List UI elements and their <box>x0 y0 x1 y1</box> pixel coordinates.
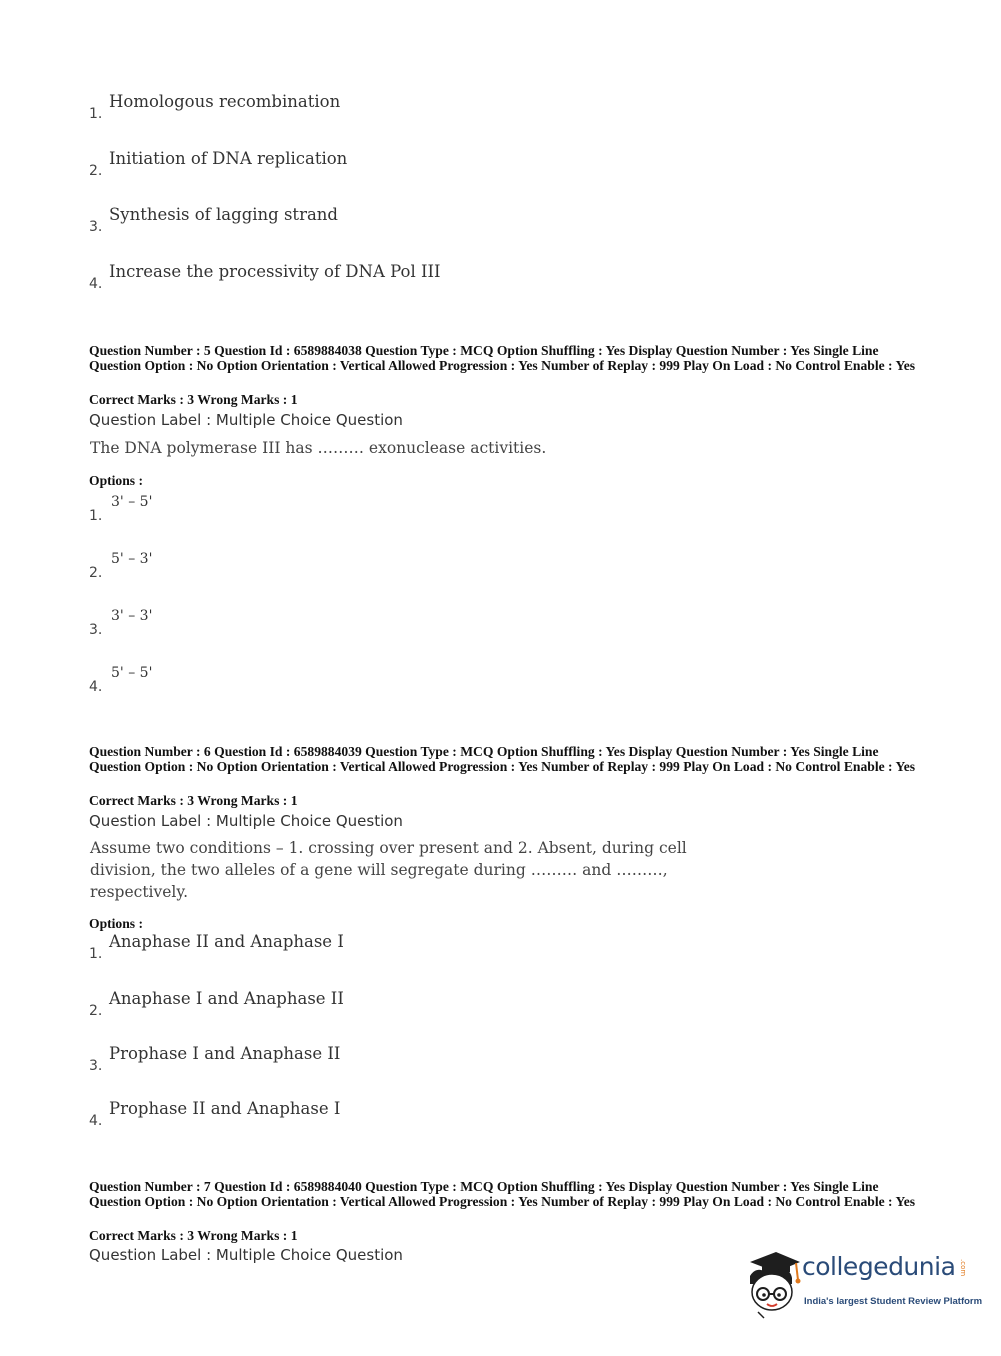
q6-options-heading: Options : <box>89 916 144 931</box>
q5-question-text: The DNA polymerase III has ……… exonuclease activities. <box>90 439 547 457</box>
option-text: Increase the processivity of DNA Pol III <box>109 262 441 281</box>
option-text: 5' – 5' <box>111 665 153 681</box>
option-number: 1. <box>89 946 103 962</box>
q5-marks: Correct Marks : 3 Wrong Marks : 1 <box>89 392 298 407</box>
option-text: Prophase I and Anaphase II <box>109 1044 341 1063</box>
q5-meta: Question Number : 5 Question Id : 6589884038 Question Type : MCQ Option Shuffling : Yes Display Question Number : Yes Single Line Question Option : No Option Orientation : Vertical Allowed Progression : Yes Number of Replay : 999 Play On Load : No Control Enable : Yes <box>89 343 916 373</box>
option-number: 3. <box>89 622 103 638</box>
option-number: 4. <box>89 1113 103 1129</box>
q6-label: Question Label : Multiple Choice Question <box>89 812 403 830</box>
option-text: Homologous recombination <box>109 92 341 111</box>
q5-label: Question Label : Multiple Choice Question <box>89 411 403 429</box>
option-number: 4. <box>89 679 103 695</box>
option-text: 5' – 3' <box>111 551 153 567</box>
q6-marks: Correct Marks : 3 Wrong Marks : 1 <box>89 793 298 808</box>
option-number: 3. <box>89 219 103 235</box>
q6-question-text: Assume two conditions – 1. crossing over present and 2. Absent, during cell division, the two alleles of a gene will segregate during ……… and ………, respectively. <box>90 839 687 901</box>
option-number: 3. <box>89 1058 103 1074</box>
option-number: 1. <box>89 106 103 122</box>
logo-tagline: India's largest Student Review Platform <box>804 1296 983 1307</box>
option-text: 3' – 5' <box>111 494 153 510</box>
option-text: 3' – 3' <box>111 608 153 624</box>
option-number: 1. <box>89 508 103 524</box>
option-text: Anaphase I and Anaphase II <box>109 989 344 1008</box>
option-text: Synthesis of lagging strand <box>109 205 338 224</box>
logo-com: .com <box>959 1259 967 1277</box>
q7-meta: Question Number : 7 Question Id : 6589884040 Question Type : MCQ Option Shuffling : Yes Display Question Number : Yes Single Line Question Option : No Option Orientation : Vertical Allowed Progression : Yes Number of Replay : 999 Play On Load : No Control Enable : Yes <box>89 1179 916 1209</box>
q7-marks: Correct Marks : 3 Wrong Marks : 1 <box>89 1228 298 1243</box>
q5-options-heading: Options : <box>89 473 144 488</box>
collegedunia-mascot-icon <box>742 1250 802 1320</box>
option-number: 2. <box>89 1003 103 1019</box>
option-number: 2. <box>89 163 103 179</box>
collegedunia-logo[interactable] <box>742 1250 983 1320</box>
option-number: 4. <box>89 276 103 292</box>
q7-label: Question Label : Multiple Choice Question <box>89 1246 403 1264</box>
logo-wordmark: collegedunia <box>802 1252 956 1281</box>
option-text: Anaphase II and Anaphase I <box>109 932 344 951</box>
option-text: Initiation of DNA replication <box>109 149 348 168</box>
q6-meta: Question Number : 6 Question Id : 6589884039 Question Type : MCQ Option Shuffling : Yes Display Question Number : Yes Single Line Question Option : No Option Orientation : Vertical Allowed Progression : Yes Number of Replay : 999 Play On Load : No Control Enable : Yes <box>89 744 916 774</box>
option-text: Prophase II and Anaphase I <box>109 1099 341 1118</box>
option-number: 2. <box>89 565 103 581</box>
